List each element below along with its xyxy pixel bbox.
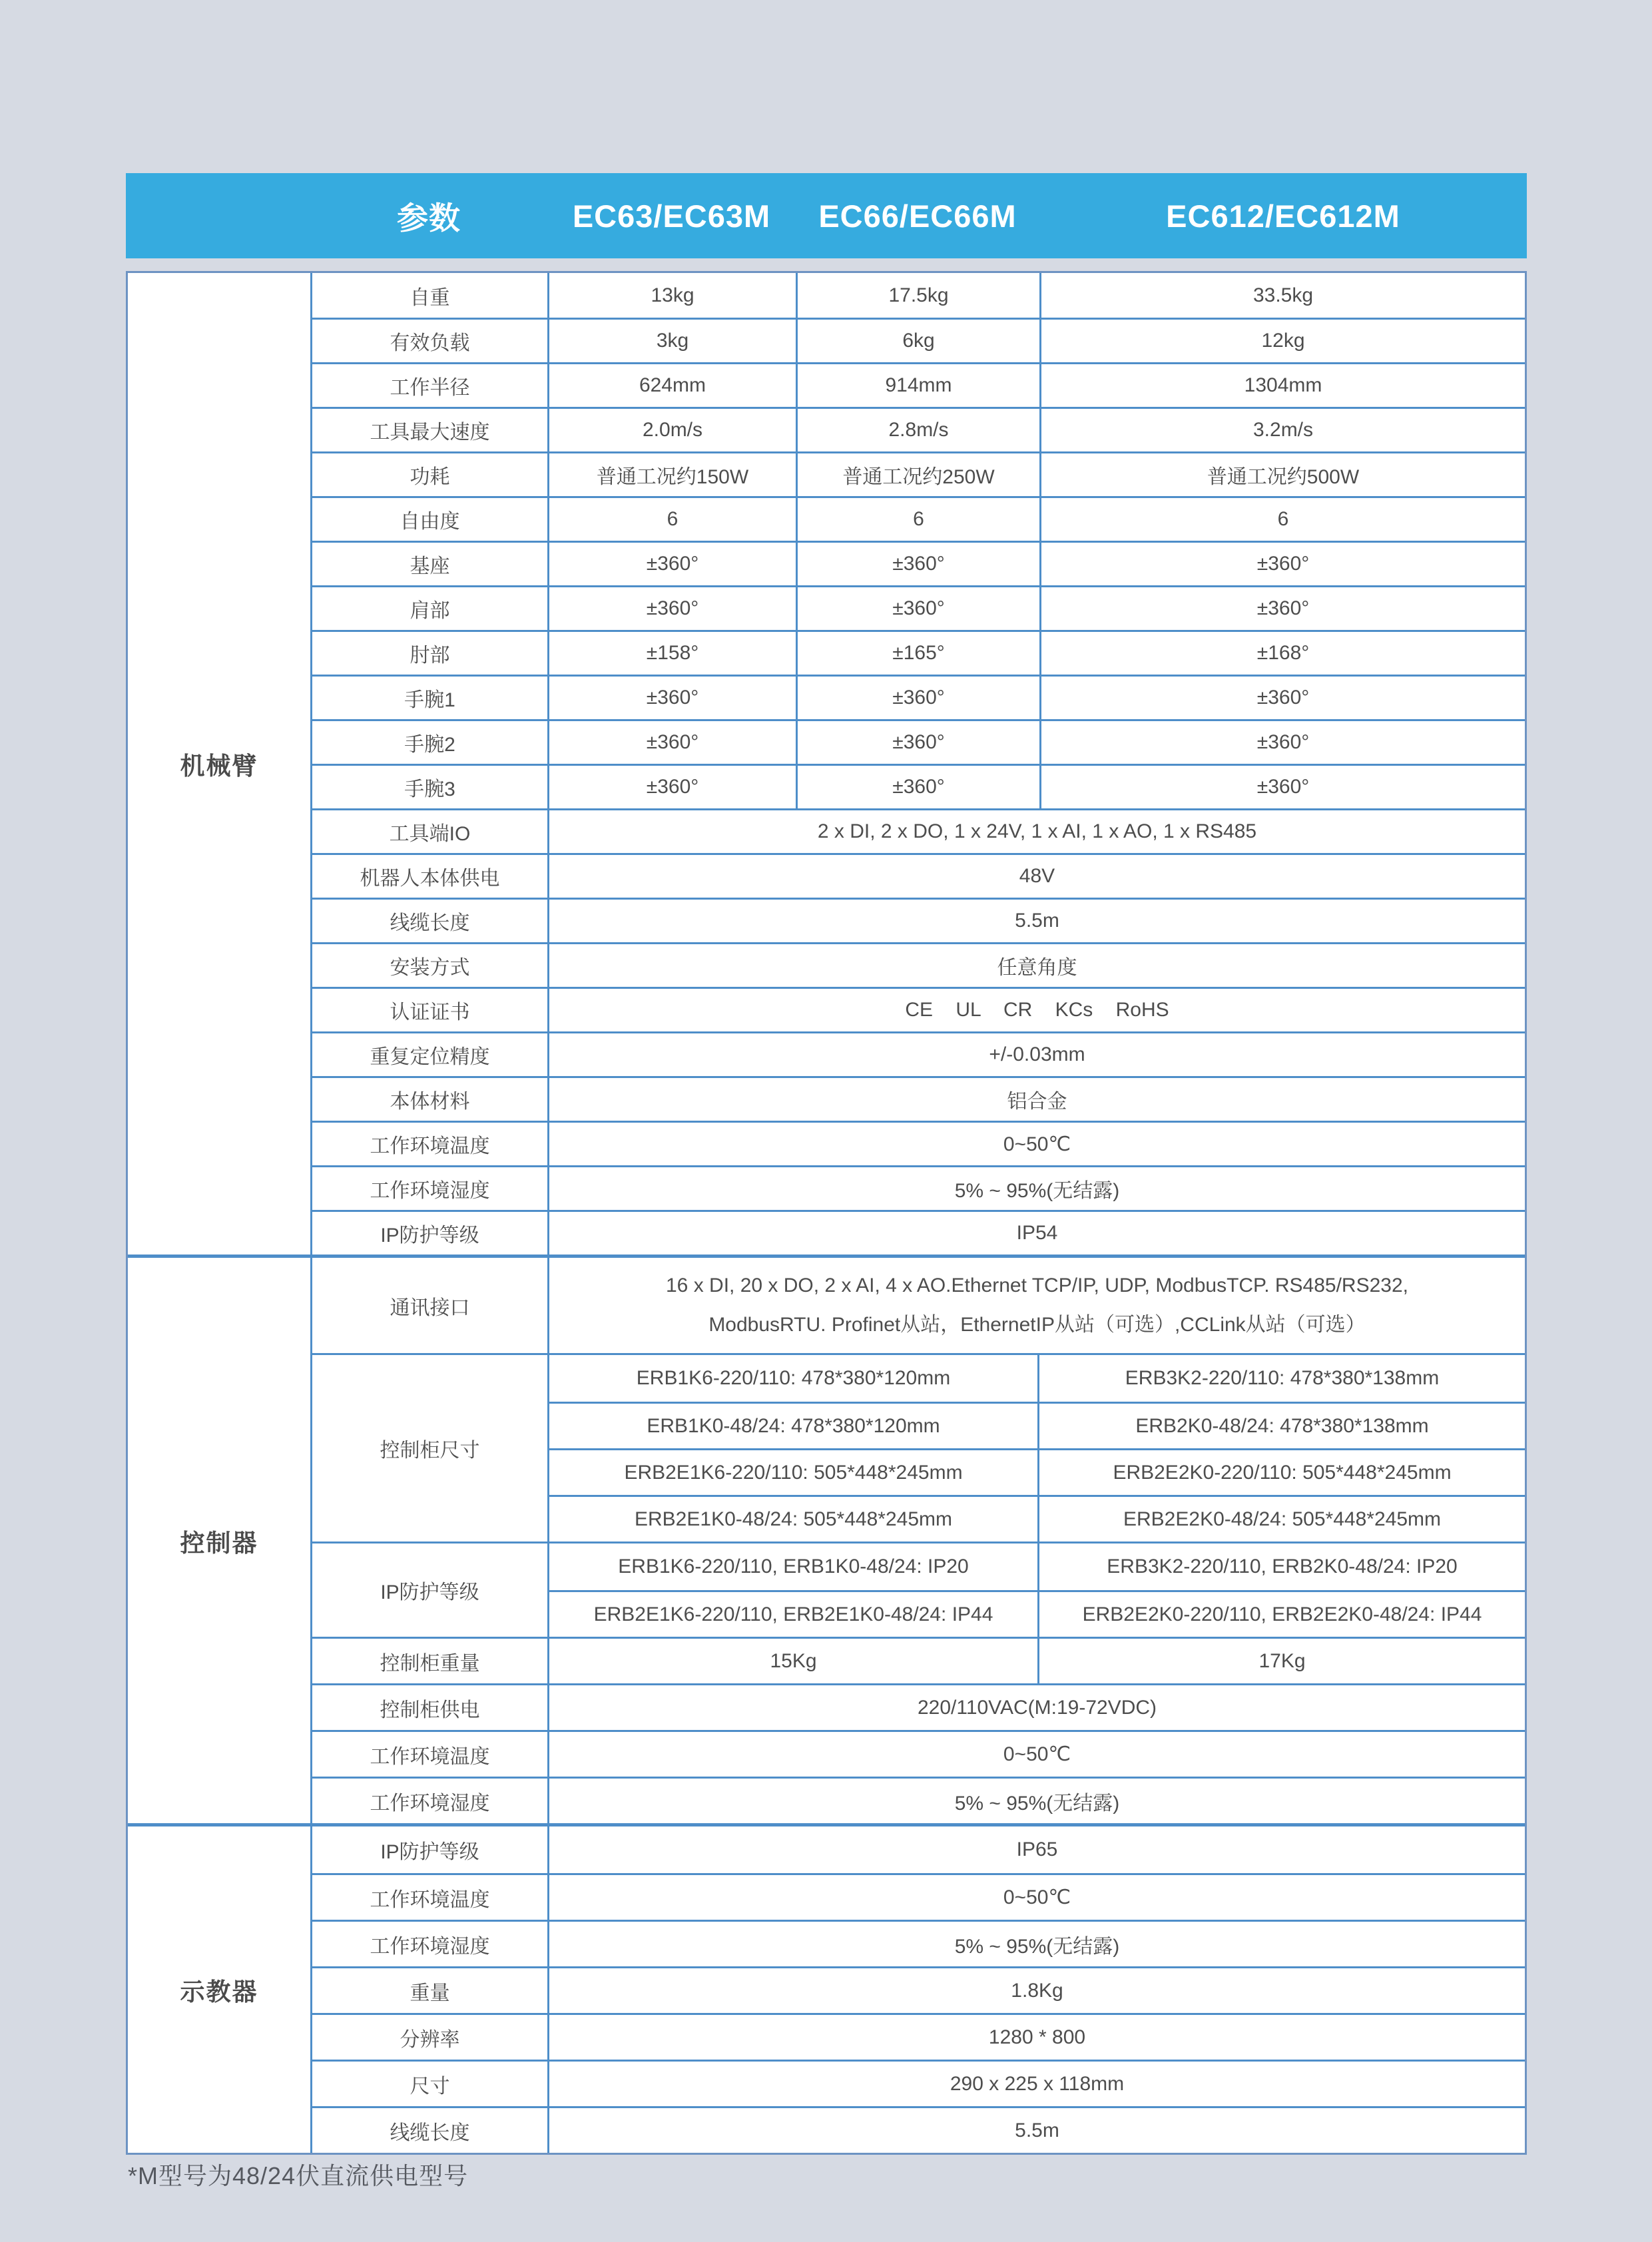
value-cell: 914mm	[798, 364, 1041, 407]
param-row	[312, 585, 1525, 630]
param-cell: 重复定位精度	[312, 1033, 549, 1076]
param-row	[312, 1165, 1525, 1210]
value-cell: ±360°	[549, 543, 798, 585]
value-cell: ±360°	[798, 543, 1041, 585]
value-cell: 17.5kg	[798, 273, 1041, 318]
value-cell: ERB3K2-220/110: 478*380*138mm	[1125, 1367, 1440, 1389]
param-cell: 肘部	[312, 632, 549, 675]
param-cell: 线缆长度	[312, 2108, 549, 2153]
value-cell: ERB2E2K0-220/110: 505*448*245mm	[1113, 1461, 1452, 1484]
table-header-bar	[126, 173, 1527, 258]
param-row-group	[312, 1353, 1525, 1541]
value-cell	[549, 1258, 1525, 1353]
param-row	[312, 1777, 1525, 1823]
value-line: 16 x DI, 20 x DO, 2 x AI, 4 x AO.Ethernet TCP/IP, UDP, ModbusTCP. RS485/RS232,	[666, 1274, 1408, 1296]
section-rows	[312, 1826, 1525, 2153]
value-cell: ±168°	[1256, 642, 1310, 664]
value-cell: 普通工况约500W	[1207, 466, 1360, 488]
param-cell: 工作环境湿度	[312, 1779, 549, 1823]
param-row	[312, 1826, 1525, 1873]
value-cell: 6	[549, 498, 798, 541]
param-cell: 本体材料	[312, 1078, 549, 1121]
value-cell: 3kg	[549, 320, 798, 362]
header-col-ec63: EC63/EC63M	[572, 198, 771, 234]
param-row	[312, 407, 1525, 451]
param-cell: 工作半径	[312, 364, 549, 407]
param-cell: 功耗	[312, 453, 549, 496]
table-section	[128, 1823, 1525, 2153]
value-cell: 0~50℃	[1003, 1743, 1071, 1765]
value-cell: IP65	[1016, 1838, 1058, 1860]
value-cell: ±165°	[798, 632, 1041, 675]
param-row	[312, 1076, 1525, 1121]
value-cell: ERB1K6-220/110, ERB1K0-48/24: IP20	[549, 1543, 1039, 1590]
subrow	[549, 1495, 1525, 1541]
value-cell: ERB1K0-48/24: 478*380*120mm	[549, 1404, 1039, 1448]
param-row-group	[312, 1541, 1525, 1637]
section-label: 机械臂	[128, 273, 312, 1255]
subrows	[549, 1355, 1525, 1541]
param-row	[312, 808, 1525, 853]
param-cell: 有效负载	[312, 320, 549, 362]
value-cell: 290 x 225 x 118mm	[950, 2072, 1125, 2095]
param-cell: 尺寸	[312, 2062, 549, 2106]
value-cell: ±360°	[549, 766, 798, 808]
value-cell: ERB3K2-220/110, ERB2K0-48/24: IP20	[1107, 1555, 1458, 1577]
value-cell: 5% ~ 95%(无结露)	[954, 1792, 1120, 1815]
value-cell: ±360°	[798, 587, 1041, 630]
param-row	[312, 318, 1525, 362]
value-cell: ±360°	[798, 721, 1041, 764]
subrow	[549, 1448, 1525, 1495]
value-cell: +/-0.03mm	[989, 1043, 1085, 1065]
value-cell: 5.5m	[1015, 910, 1059, 932]
value-cell: 15Kg	[549, 1639, 1039, 1683]
header-col-ec66: EC66/EC66M	[818, 198, 1017, 234]
value-cell: 0~50℃	[1003, 1886, 1071, 1908]
param-row	[312, 2013, 1525, 2060]
param-row	[312, 630, 1525, 675]
footnote: *M型号为48/24伏直流供电型号	[128, 2162, 469, 2189]
value-cell: 5% ~ 95%(无结露)	[954, 1935, 1120, 1958]
param-cell: 工作环境湿度	[312, 1167, 549, 1210]
value-cell: IP54	[1016, 1222, 1058, 1244]
section-label: 示教器	[128, 1826, 312, 2153]
value-cell: 624mm	[549, 364, 798, 407]
param-row	[312, 362, 1525, 407]
param-cell: 工作环境湿度	[312, 1922, 549, 1966]
param-row	[312, 451, 1525, 496]
param-row	[312, 1730, 1525, 1777]
param-row	[312, 2060, 1525, 2106]
param-cell: IP防护等级	[312, 1826, 549, 1873]
param-row	[312, 496, 1525, 541]
param-row	[312, 1210, 1525, 1255]
value-cell: ±360°	[1256, 597, 1310, 619]
param-cell: 线缆长度	[312, 900, 549, 942]
value-cell: CE UL CR KCs RoHS	[905, 999, 1169, 1021]
value-cell: 1304mm	[1244, 374, 1322, 396]
value-cell: 220/110VAC(M:19-72VDC)	[917, 1696, 1157, 1719]
value-cell: ERB2E2K0-220/110, ERB2E2K0-48/24: IP44	[1082, 1603, 1482, 1625]
param-cell: 工作环境温度	[312, 1123, 549, 1165]
param-cell: IP防护等级	[312, 1543, 549, 1637]
value-cell: 12kg	[1261, 330, 1305, 352]
value-cell: 3.2m/s	[1252, 419, 1314, 441]
param-cell: 控制柜重量	[312, 1639, 549, 1683]
param-row	[312, 675, 1525, 719]
param-row	[312, 942, 1525, 987]
param-row	[312, 541, 1525, 585]
value-cell: 普通工况约250W	[798, 453, 1041, 496]
param-row	[312, 2106, 1525, 2153]
param-cell: 控制柜尺寸	[312, 1355, 549, 1541]
value-line: ModbusRTU. Profinet从站，EthernetIP从站（可选）,CCLink从站（可选）	[708, 1313, 1366, 1336]
value-cell: ERB2E2K0-48/24: 505*448*245mm	[1123, 1508, 1441, 1530]
header-col-ec612: EC612/EC612M	[1166, 198, 1400, 234]
value-cell: ±360°	[1256, 731, 1310, 753]
param-cell: 工作环境温度	[312, 1875, 549, 1920]
value-cell: ±360°	[798, 766, 1041, 808]
value-cell: ±360°	[1256, 687, 1310, 708]
value-cell: 33.5kg	[1252, 284, 1314, 306]
param-cell: 控制柜供电	[312, 1685, 549, 1730]
param-cell: 基座	[312, 543, 549, 585]
value-cell: ERB2E1K6-220/110, ERB2E1K0-48/24: IP44	[549, 1592, 1039, 1637]
param-row	[312, 1258, 1525, 1353]
subrow	[549, 1590, 1525, 1637]
section-label: 控制器	[128, 1258, 312, 1823]
param-cell: 机器人本体供电	[312, 855, 549, 898]
spec-table	[126, 271, 1527, 2155]
value-cell: 13kg	[549, 273, 798, 318]
param-row	[312, 1637, 1525, 1683]
param-cell: 手腕1	[312, 677, 549, 719]
param-cell: 自重	[312, 273, 549, 318]
table-section	[128, 273, 1525, 1255]
param-cell: 重量	[312, 1968, 549, 2013]
value-cell: ±360°	[549, 677, 798, 719]
value-cell: 2.8m/s	[798, 409, 1041, 451]
value-cell: 1.8Kg	[1011, 1979, 1063, 2002]
value-cell: ERB2E1K0-48/24: 505*448*245mm	[549, 1497, 1039, 1541]
value-cell: 6	[1277, 508, 1289, 530]
param-cell: 手腕2	[312, 721, 549, 764]
param-cell: 工具端IO	[312, 810, 549, 853]
param-row	[312, 987, 1525, 1031]
value-cell: 普通工况约150W	[549, 453, 798, 496]
value-cell: 5% ~ 95%(无结露)	[954, 1180, 1120, 1202]
param-row	[312, 853, 1525, 898]
subrows	[549, 1543, 1525, 1637]
param-cell: 自由度	[312, 498, 549, 541]
value-cell: 1280 * 800	[988, 2026, 1086, 2048]
value-cell: 48V	[1019, 865, 1055, 887]
value-cell: ±158°	[549, 632, 798, 675]
param-cell: 通讯接口	[312, 1258, 549, 1353]
value-cell: 6	[798, 498, 1041, 541]
param-row	[312, 273, 1525, 318]
value-cell: ERB2E1K6-220/110: 505*448*245mm	[549, 1450, 1039, 1495]
section-rows	[312, 1258, 1525, 1823]
value-cell: 铝合金	[1007, 1091, 1067, 1113]
param-cell: 肩部	[312, 587, 549, 630]
value-cell: 5.5m	[1015, 2119, 1059, 2141]
param-cell: IP防护等级	[312, 1212, 549, 1255]
param-cell: 工具最大速度	[312, 409, 549, 451]
param-cell: 手腕3	[312, 766, 549, 808]
param-cell: 分辨率	[312, 2015, 549, 2060]
param-row	[312, 1873, 1525, 1920]
value-cell: 17Kg	[1258, 1649, 1306, 1672]
param-row	[312, 1920, 1525, 1966]
header-col-param: 参数	[397, 200, 461, 236]
param-row	[312, 1121, 1525, 1165]
value-cell: 2 x DI, 2 x DO, 1 x 24V, 1 x AI, 1 x AO, 1 x RS485	[817, 820, 1257, 842]
value-cell: ±360°	[1256, 553, 1310, 575]
section-rows	[312, 273, 1525, 1255]
value-cell: ±360°	[1256, 776, 1310, 798]
value-cell: 6kg	[798, 320, 1041, 362]
value-cell: 任意角度	[997, 957, 1077, 979]
param-cell: 安装方式	[312, 944, 549, 987]
value-cell: ERB2K0-48/24: 478*380*138mm	[1135, 1414, 1429, 1437]
value-cell: 2.0m/s	[549, 409, 798, 451]
param-row	[312, 1031, 1525, 1076]
table-section	[128, 1255, 1525, 1823]
value-cell: ±360°	[549, 721, 798, 764]
param-row	[312, 719, 1525, 764]
value-cell: ±360°	[798, 677, 1041, 719]
param-row	[312, 898, 1525, 942]
value-cell: ERB1K6-220/110: 478*380*120mm	[549, 1355, 1039, 1402]
subrow	[549, 1543, 1525, 1590]
value-cell: ±360°	[549, 587, 798, 630]
param-cell: 工作环境温度	[312, 1732, 549, 1777]
param-cell: 认证证书	[312, 989, 549, 1031]
param-row	[312, 764, 1525, 808]
subrow	[549, 1355, 1525, 1402]
value-cell: 0~50℃	[1003, 1133, 1071, 1155]
param-row	[312, 1966, 1525, 2013]
param-row	[312, 1683, 1525, 1730]
subrow	[549, 1402, 1525, 1448]
